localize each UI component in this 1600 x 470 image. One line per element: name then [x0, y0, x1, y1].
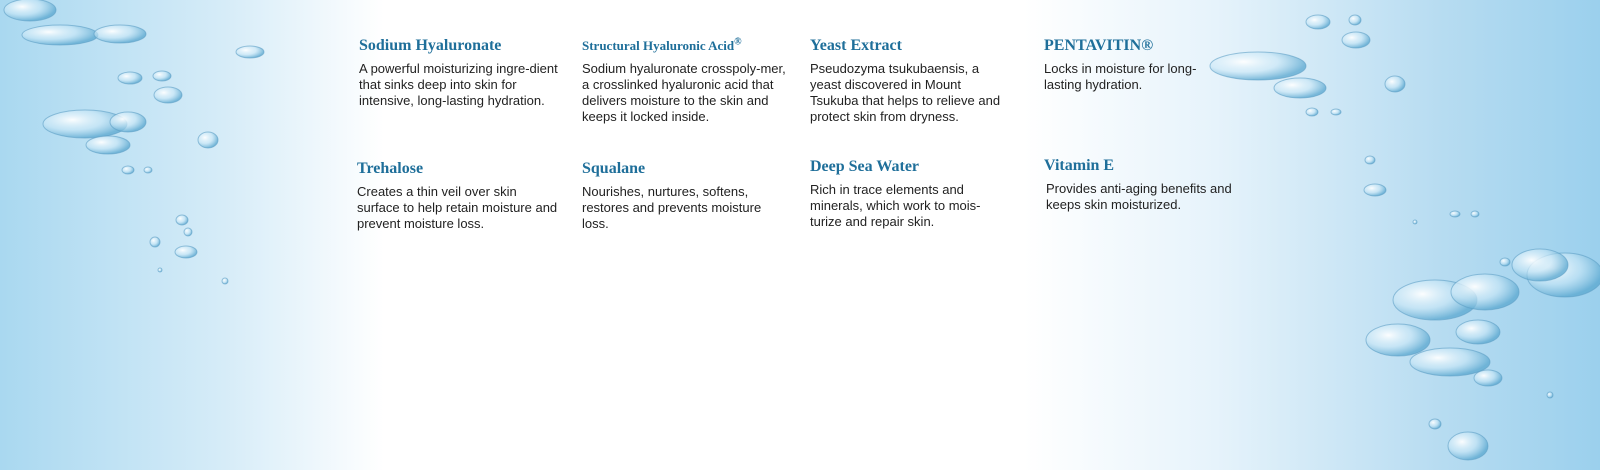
ingredient-title: Vitamin E [1044, 157, 1115, 174]
ingredient-yeast-extract [810, 37, 1010, 125]
ingredient-description: A powerful moisturizing ingre-dient that sinks deep into skin for intensive, long-lasting hydration. [359, 61, 558, 108]
ingredient-title: Trehalose [357, 160, 424, 177]
ingredient-title: Deep Sea Water [810, 158, 920, 175]
ingredient-description: Rich in trace elements and minerals, which work to mois-turize and repair skin. [810, 182, 981, 229]
ingredient-description: Sodium hyaluronate crosspoly-mer, a crosslinked hyaluronic acid that delivers moisture to the skin and keeps it locked inside. [582, 61, 786, 124]
ingredient-title: PENTAVITIN® [1044, 37, 1154, 54]
ingredient-description: Nourishes, nurtures, softens, restores and prevents moisture loss. [582, 184, 762, 231]
ingredient-title: Sodium Hyaluronate [359, 37, 502, 54]
ingredient-description: Pseudozyma tsukubaensis, a yeast discovered in Mount Tsukuba that helps to relieve and protect skin from dryness. [810, 61, 1001, 124]
ingredient-title: Yeast Extract [810, 37, 902, 54]
ingredient-squalane [582, 160, 787, 232]
ingredient-title: Squalane [582, 160, 646, 177]
ingredient-title [582, 37, 787, 55]
ingredient-description: Creates a thin veil over skin surface to help retain moisture and prevent moisture loss. [357, 184, 558, 231]
ingredient-sodium-hyaluronate [359, 37, 559, 109]
ingredient-title-text: Structural Hyaluronic Acid [582, 38, 735, 53]
ingredient-deep-sea-water [810, 158, 1010, 230]
ingredient-description: Locks in moisture for long-lasting hydration. [1044, 61, 1197, 92]
ingredient-structural-hyaluronic-acid [582, 37, 787, 125]
ingredient-trehalose [357, 160, 562, 232]
registered-mark: ® [734, 36, 742, 48]
ingredient-vitamin-e [1044, 157, 1234, 213]
ingredient-description: Provides anti-aging benefits and keeps skin moisturized. [1046, 181, 1232, 212]
ingredient-pentavitin [1044, 37, 1224, 93]
